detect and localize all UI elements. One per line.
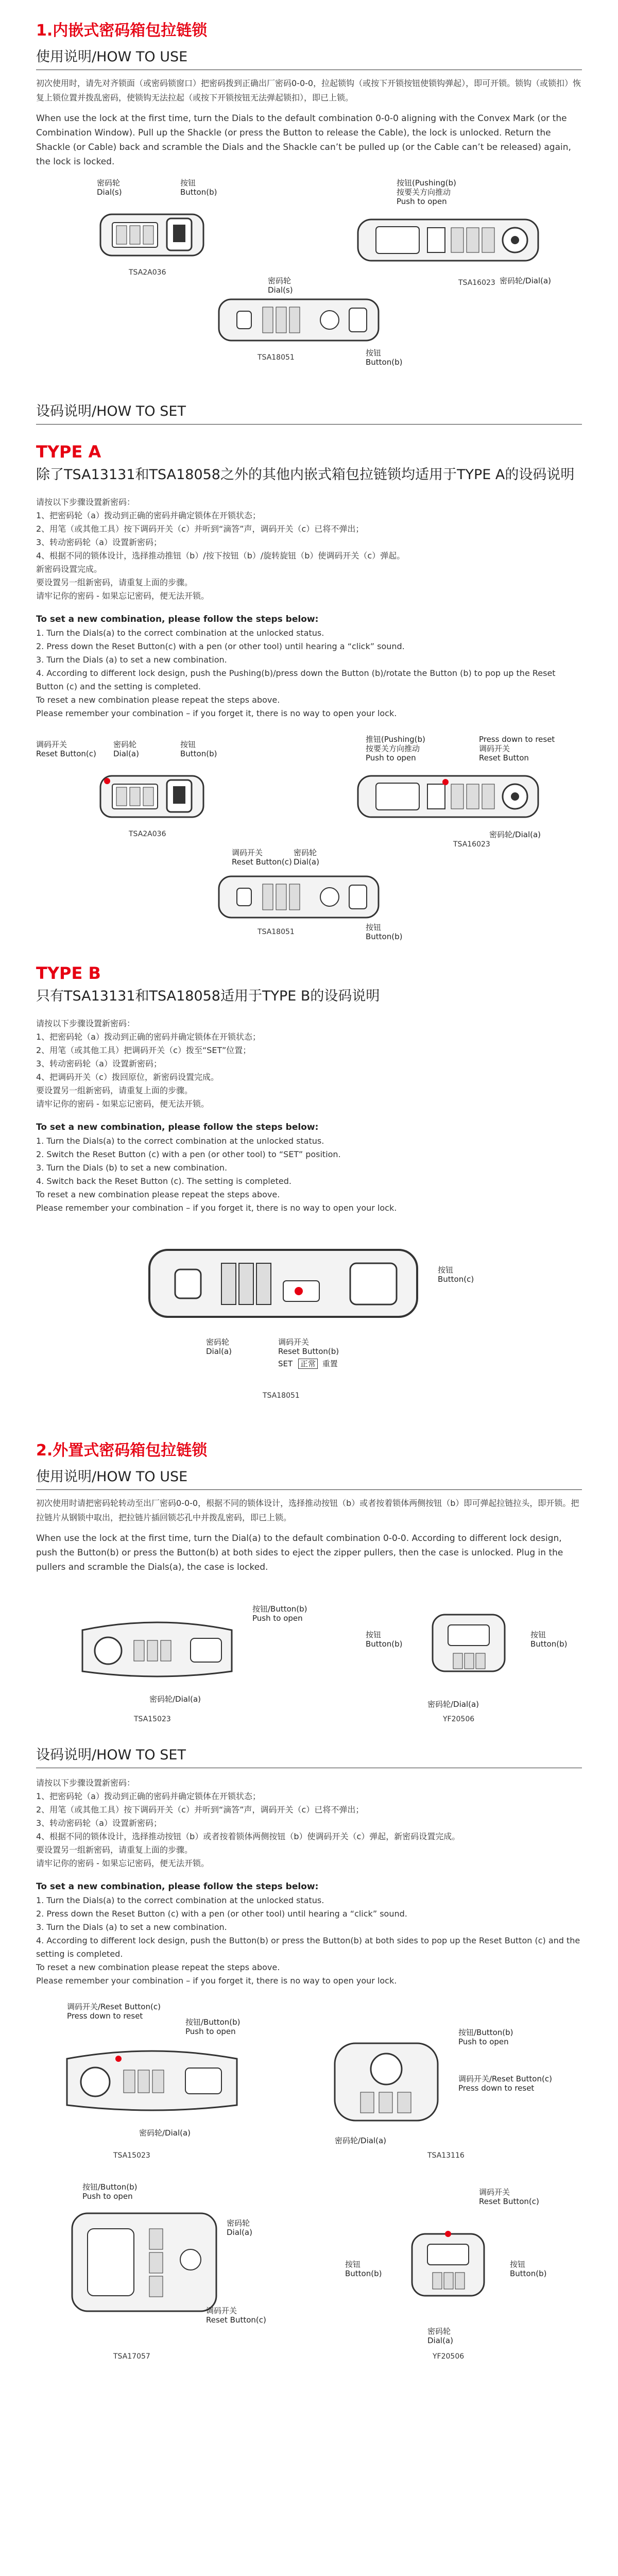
label-dial: 密码轮/Dial(a) <box>427 1700 479 1709</box>
type-b-en-steps: 1. Turn the Dials(a) to the correct combination at the unlocked status. 2. Switch the Reset Button (c) with a pen (or other tool) to “SET” position. 3. Turn the Dials (b) to set a new combination. 4. Switch back the Reset Button (c). The setting is completed. To reset a new combination please repeat the steps above. Please remember your combination – if you forget it, there is no way to open your lock. <box>36 1136 397 1213</box>
label-button: 按钮/Button(b) Push to open <box>82 2182 138 2201</box>
label-button-right: 按钮 Button(b) <box>510 2260 547 2278</box>
lock-illustration-tsa16023 <box>355 766 541 827</box>
label-button-right: 按钮 Button(b) <box>530 1630 568 1649</box>
lock-illustration-tsa15023 <box>57 2038 247 2121</box>
type-b-cn-steps: 请按以下步骤设置新密码： 1、把密码轮（a）拨动到正确的密码并确定锁体在开锁状态； 2、用笔（或其他工具）把调码开关（c）拨至“SET”位置； 3、转动密码轮（a）设置新密码； 4、把调码开关（c）拨回原位，新密码设置完成。 要设置另一组新密码，请重复上面的步骤。 请牢记你的密码 - 如果忘记密码，便无法开锁。 <box>36 1019 261 1109</box>
use-heading: 使用说明/HOW TO USE <box>36 1465 582 1490</box>
lock-illustration-tsa17057 <box>67 2203 221 2316</box>
label-button: 按钮 Button(b) <box>366 923 403 941</box>
use-heading: 使用说明/HOW TO USE <box>36 45 582 70</box>
label-button: 按钮/Button(b) Push to open <box>185 2018 241 2036</box>
label-dial-a: 密码轮/Dial(a) <box>489 830 541 839</box>
lock-illustration-tsa16023 <box>355 209 541 271</box>
label-button-left: 按钮 Button(b) <box>366 1630 403 1649</box>
section-title: 2.外置式密码箱包拉链锁 <box>36 1442 208 1460</box>
label-dial: 密码轮/Dial(a) <box>139 2128 191 2138</box>
s2-en-steps: 1. Turn the Dials(a) to the correct combination at the unlocked status. 2. Press down the Reset Button (c) with a pen (or other tool) until hearing a “click” sound. 3. Turn the Dials (a) to set a new combination. 4. According to different lock design, push the Button(b) or press the Button(b) at both sides to pop up the Reset Button (c) and the setting is completed. To reset a new combination please repeat the steps above. Please remember your combination – if you forget it, there is no way to open your lock. <box>36 1895 580 1986</box>
use-text-cn: 初次使用时，请先对齐锁面（或密码锁窗口）把密码拨到正确出厂密码0-0-0，拉起锁钩（或按下开锁按钮使锁钩弹起），即可开锁。锁钩（或锁扣）恢复上锁位置并拨乱密码，使锁钩无法拉起（或按下开锁按钮无法弹起锁扣），即已上锁。 <box>36 78 581 103</box>
model-caption: TSA13116 <box>427 2151 465 2160</box>
type-b-subtitle: 只有TSA13131和TSA18058适用于TYPE B的设码说明 <box>36 988 380 1004</box>
s2-en-heading: To set a new combination, please follow the steps below: <box>36 1882 319 1892</box>
model-caption: TSA17057 <box>113 2352 150 2361</box>
label-reset: 调码开关/Reset Button(c) Press down to reset <box>67 2002 161 2021</box>
model-caption: TSA2A036 <box>129 268 166 277</box>
section-title: 1.内嵌式密码箱包拉链锁 <box>36 22 208 40</box>
model-caption: YF20506 <box>433 2352 465 2361</box>
label-reset: 调码开关 Reset Button(b) <box>278 1337 339 1356</box>
label-dial-a: 密码轮/Dial(a) <box>500 276 552 285</box>
label-reset: 调码开关/Reset Button(c) Press down to reset <box>458 2074 552 2093</box>
set-heading: 设码说明/HOW TO SET <box>36 1743 582 1768</box>
label-dial: 密码轮 Dial(a) <box>227 2218 252 2237</box>
lock-illustration-tsa15023 <box>72 1609 242 1687</box>
label-button: 按钮/Button(b) Push to open <box>252 1604 307 1623</box>
type-a-en-heading: To set a new combination, please follow the steps below: <box>36 614 319 624</box>
use-text-cn: 初次使用时请把密码轮转动至出厂密码0-0-0，根据不同的锁体设计，选择推动按钮（b）或者按着锁体两侧按钮（b）即可弹起拉链拉头，即开锁。把拉链片从钢锁中取出，把拉链片插回锁芯孔中并拨乱密码，即已上锁。 <box>36 1498 579 1522</box>
label-button: 按钮 Button(b) <box>366 348 403 367</box>
figure-group-type-a <box>36 730 582 946</box>
reset-switch-positions: SET 正常 重置 <box>278 1359 338 1368</box>
section-built-in-locks <box>0 18 618 1420</box>
model-caption: TSA18051 <box>258 353 295 362</box>
label-button: 按钮/Button(b) Push to open <box>458 2028 513 2046</box>
label-dial: 密码轮 Dial(s) <box>268 276 293 295</box>
label-dial: 密码轮 Dial(a) <box>113 740 139 758</box>
label-push: 按钮(Pushing(b) 按要关方向推动 Push to open <box>397 178 456 206</box>
label-dial: 密码轮 Dial(s) <box>97 178 122 197</box>
s2-cn-steps: 请按以下步骤设置新密码： 1、把密码轮（a）拨动到正确的密码并确定锁体在开锁状态； 2、用笔（或其他工具）按下调码开关（c）并听到“滴答”声，调码开关（c）已将不弹出； 3、转动密码轮（a）设置新密码； 4、根据不同的锁体设计，选择推动按钮（b）或者按着锁体两侧按钮（b）使调码开关（c）弹起，新密码设置完成。 要设置另一组新密码，请重复上面的步骤。 请牢记你的密码 - 如果忘记密码，便无法开锁。 <box>36 1778 460 1868</box>
label-dial: 密码轮 Dial(a) <box>206 1337 232 1356</box>
label-dial: 密码轮/Dial(a) <box>335 2136 387 2145</box>
label-reset: 调码开关 Reset Button(c) <box>232 848 292 867</box>
type-a-cn-steps: 请按以下步骤设置新密码： 1、把密码轮（a）拨动到正确的密码并确定锁体在开锁状态； 2、用笔（或其他工具）按下调码开关（c）并听到“滴答”声，调码开关（c）已将不弹出； 3、转动密码轮（a）设置新密码； 4、根据不同的锁体设计，选择推动推钮（b）/按下按钮（b）/旋转旋钮（b）使调码开关（c）弹起。 新密码设置完成。 要设置另一组新密码，请重复上面的步骤。 请牢记你的密码 - 如果忘记密码，便无法开锁。 <box>36 497 405 601</box>
label-reset: 调码开关 Reset Button(c) <box>479 2188 539 2206</box>
model-caption: TSA16023 <box>453 840 490 849</box>
model-caption: TSA15023 <box>134 1715 171 1723</box>
model-caption: TSA15023 <box>113 2151 150 2160</box>
model-caption: TSA18051 <box>263 1392 300 1400</box>
label-button: 按钮 Button(b) <box>180 740 217 758</box>
lock-illustration-tsa2a036 <box>98 204 206 261</box>
label-button-left: 按钮 Button(b) <box>345 2260 382 2278</box>
model-caption: TSA16023 <box>458 279 495 287</box>
figure-group-use-2 <box>36 1584 582 1733</box>
label-dial: 密码轮 Dial(a) <box>427 2327 453 2345</box>
lock-illustration-tsa18051 <box>216 292 381 348</box>
set-heading: 设码说明/HOW TO SET <box>36 400 582 425</box>
label-button: 按钮 Button(b) <box>180 178 217 197</box>
model-caption: YF20506 <box>443 1715 475 1723</box>
lock-illustration-tsa2a036 <box>98 766 206 822</box>
use-text-en: When use the lock at the first time, turn the Dials to the default combination 0-0-0 aligning with the Convex Mark (or the Combination Window). Pull up the Shackle (or press the Button to release the Cable), the lock is unlocked. Return the Shackle (or Cable) back and scramble the Dials and the Shackle can’t be pulled up (or the Cable can’t be released) again, the lock is locked. <box>36 113 571 167</box>
type-b-en-heading: To set a new combination, please follow the steps below: <box>36 1122 319 1132</box>
label-dial: 密码轮/Dial(a) <box>149 1694 201 1704</box>
lock-illustration-tsa18051 <box>216 869 381 925</box>
type-a-heading: TYPE A <box>36 442 101 462</box>
figure-group-type-b <box>36 1224 582 1420</box>
section-external-locks <box>0 1437 618 2378</box>
label-reset: 调码开关 Reset Button(c) <box>36 740 96 758</box>
figure-group-set-2 <box>36 1997 582 2378</box>
model-caption: TSA18051 <box>258 928 295 936</box>
label-press-reset: Press down to reset 调码开关 Reset Button <box>479 735 555 762</box>
model-caption: TSA2A036 <box>129 830 166 838</box>
type-a-subtitle: 除了TSA13131和TSA18058之外的其他内嵌式箱包拉链锁均适用于TYPE A的设码说明 <box>36 467 575 483</box>
type-b-heading: TYPE B <box>36 963 101 983</box>
lock-illustration-yf20506 <box>397 2218 500 2321</box>
lock-illustration-tsa18051-b <box>144 1240 422 1327</box>
lock-illustration-yf20506 <box>417 1604 520 1697</box>
label-reset: 调码开关 Reset Button(c) <box>206 2306 266 2325</box>
label-dial: 密码轮 Dial(a) <box>294 848 319 867</box>
lock-illustration-tsa13116 <box>330 2028 443 2131</box>
label-button: 按钮 Button(c) <box>438 1265 474 1284</box>
type-a-en-steps: 1. Turn the Dials(a) to the correct combination at the unlocked status. 2. Press down the Reset Button(c) with a pen (or other tool) until hearing a “click” sound. 3. Turn the Dials (a) to set a new combination. 4. According to different lock design, push the Pushing(b)/press down the Button (b)/rotate the Button (b) to pop up the Reset Button (c) and the setting is completed. To reset a new combination please repeat the steps above. Please remember your combination – if you forget it, there is no way to open your lock. <box>36 628 556 718</box>
use-text-en: When use the lock at the first time, turn the Dial(a) to the default combination 0-0-0. According to different lock design, push the Button(b) or press the Button(b) at both sides to eject the zipper pullers, then the case is unlocked. Plug in the pullers and scramble the Dials(a), the case is locked. <box>36 1533 563 1572</box>
label-push: 推钮(Pushing(b) 按要关方向推动 Push to open <box>366 735 425 762</box>
figure-group-use <box>36 178 582 384</box>
